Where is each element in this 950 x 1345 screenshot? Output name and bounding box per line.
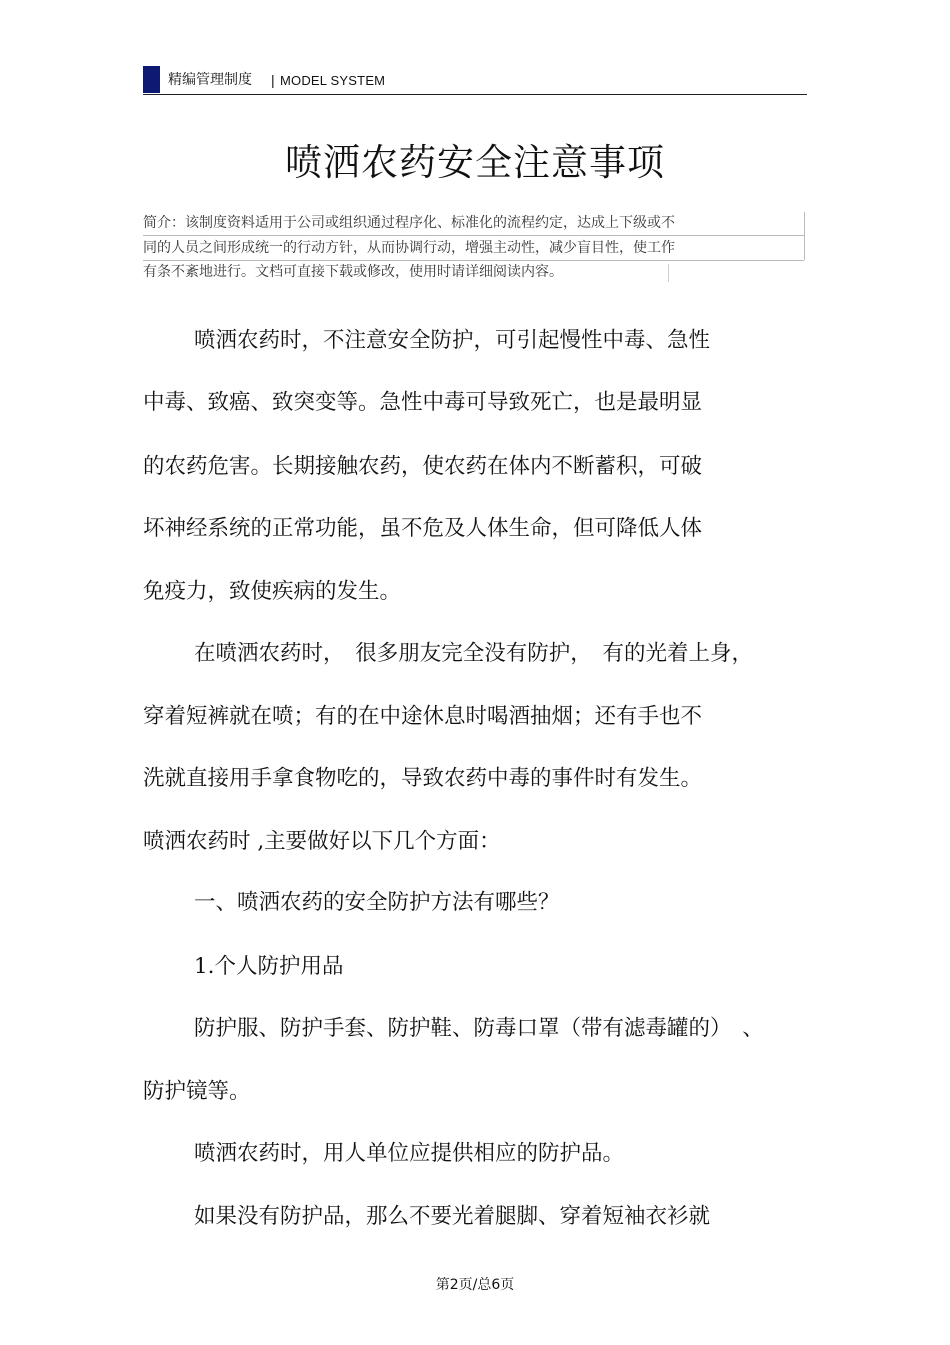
intro-border [668,264,669,282]
page-header [143,66,807,96]
body-line: 防护服、防护手套、防护鞋、防毒口罩（带有滤毒罐的） 、 [194,1016,764,1041]
body-line: 喷洒农药时 ,主要做好以下几个方面： [143,829,501,854]
document-title: 喷洒农药安全注意事项 [285,141,665,184]
body-line: 中毒、致癌、致突变等。急性中毒可导致死亡，也是最明显 [143,390,703,415]
intro-divider [143,260,804,261]
intro-line: 同的人员之间形成统一的行动方针，从而协调行动，增强主动性，减少盲目性，使工作 [143,240,675,256]
brand-name: 精编管理制度 [168,72,252,88]
body-line: 的农药危害。长期接触农药，使农药在体内不断蓄积，可破 [143,454,703,479]
page-number: 第2页/总6页 [435,1277,515,1293]
body-line: 免疫力，致使疾病的发生。 [143,579,402,604]
body-line: 如果没有防护品，那么不要光着腿脚、穿着短袖衣衫就 [194,1204,711,1229]
intro-border [804,212,805,260]
header-rule [143,94,807,95]
section-heading: 一、喷洒农药的安全防护方法有哪些？ [194,890,560,915]
body-line: 在喷洒农药时， 很多朋友完全没有防护， 有的光着上身， [194,641,754,666]
body-line: 坏神经系统的正常功能，虽不危及人体生命，但可降低人体 [143,516,703,541]
body-line: 喷洒农药时，不注意安全防护，可引起慢性中毒、急性 [194,328,711,353]
intro-line: 有条不紊地进行。文档可直接下载或修改，使用时请详细阅读内容。 [143,264,563,280]
body-line: 洗就直接用手拿食物吃的，导致农药中毒的事件时有发生。 [143,766,703,791]
intro-line: 简介：该制度资料适用于公司或组织通过程序化、标准化的流程约定，达成上下级或不 [143,215,675,231]
system-label: MODEL SYSTEM [280,73,386,88]
logo-icon [143,66,160,93]
body-line: 喷洒农药时，用人单位应提供相应的防护品。 [194,1141,625,1166]
intro-box [143,212,805,284]
body-line: 穿着短裤就在喷；有的在中途休息时喝酒抽烟；还有手也不 [143,704,703,729]
subsection-heading: 1.个人防护用品 [194,954,344,979]
body-line: 防护镜等。 [143,1079,251,1104]
intro-divider [143,235,804,236]
header-separator: | [271,72,275,88]
